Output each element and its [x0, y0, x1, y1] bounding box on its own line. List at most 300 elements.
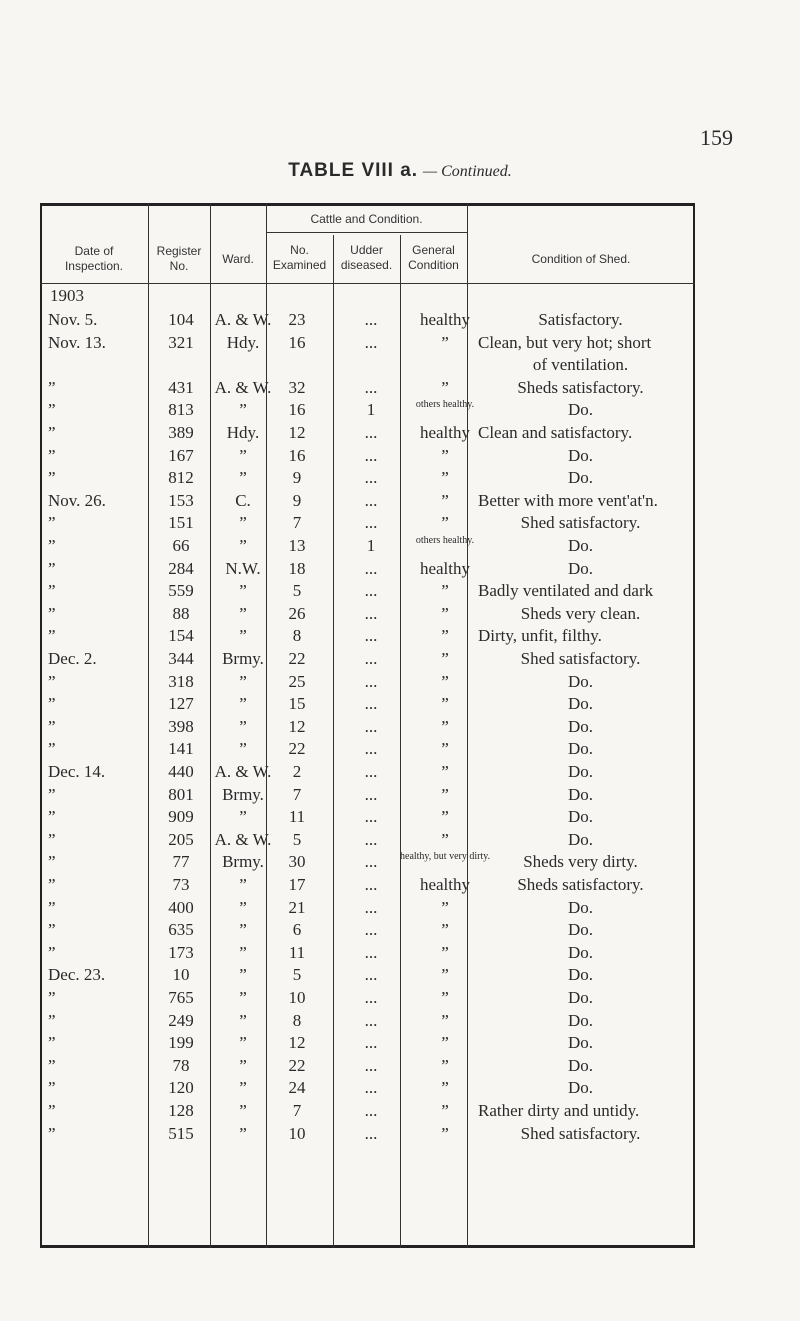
cell-general: ” [441, 377, 449, 397]
cell-ward: ” [239, 875, 247, 894]
cell-shed: Do. [567, 694, 594, 714]
cell-udder: ... [364, 423, 378, 442]
cell-shed: Do. [567, 468, 594, 488]
cell-shed: Clean, but very hot; short [478, 332, 652, 352]
header-ward: Ward. [222, 252, 254, 266]
table-row [0, 762, 800, 784]
cell-register: 813 [168, 400, 194, 420]
cell-shed: Do. [567, 897, 594, 917]
cell-general: ” [441, 965, 449, 985]
cell-ward: ” [239, 626, 247, 646]
cell-shed: Rather dirty and untidy. [478, 1101, 640, 1120]
cell-ward: N.W. [225, 558, 261, 578]
year-label: 1903 [50, 286, 84, 305]
cell-udder: ... [364, 1123, 378, 1143]
cell-date: ” [48, 671, 56, 691]
cell-udder: ... [364, 1010, 378, 1030]
cell-ward: ” [239, 694, 247, 714]
table-row [0, 446, 800, 468]
table-title-main: TABLE VIII a. [288, 160, 419, 181]
cell-general: ” [441, 1123, 449, 1143]
cell-udder: ... [364, 468, 378, 488]
cell-ward: ” [239, 603, 247, 623]
table-row [0, 739, 800, 761]
table-row [0, 785, 800, 807]
cell-date: ” [48, 988, 56, 1007]
cell-shed: Do. [567, 1033, 594, 1053]
cell-udder: ... [364, 1078, 378, 1098]
header-cattle-group: Cattle and Condition. [310, 212, 423, 226]
cell-ward: Brmy. [222, 784, 264, 804]
table-row [0, 355, 800, 377]
table-row [0, 333, 800, 355]
cell-date: ” [48, 581, 56, 601]
cell-date: ” [48, 784, 56, 804]
cell-udder: ... [364, 603, 378, 623]
cell-general: ” [441, 739, 449, 759]
cell-ward: Brmy. [222, 649, 264, 668]
cell-ward: ” [239, 1033, 247, 1053]
cell-examined: 12 [288, 1033, 306, 1053]
table-row [0, 943, 800, 965]
cell-udder: ... [364, 716, 378, 736]
cell-ward: ” [239, 445, 247, 465]
cell-udder: ... [364, 513, 378, 533]
cell-date: ” [48, 1033, 56, 1053]
table-row [0, 672, 800, 694]
cell-register: 400 [168, 897, 194, 917]
cell-date: ” [48, 1010, 56, 1030]
table-row [0, 581, 800, 603]
cell-examined: 25 [288, 671, 306, 691]
cell-register: 104 [168, 310, 194, 329]
cell-register: 199 [168, 1033, 194, 1053]
cell-date: Dec. 2. [48, 649, 97, 668]
cell-date: ” [48, 513, 56, 533]
table-row [0, 423, 800, 445]
cell-general: ” [441, 988, 449, 1007]
cell-shed: Do. [567, 920, 594, 940]
cell-udder: ... [364, 558, 378, 578]
cell-shed: Sheds very clean. [520, 603, 641, 623]
cell-examined: 24 [288, 1078, 306, 1098]
cell-general: ” [441, 1033, 449, 1053]
cell-examined: 22 [288, 739, 306, 759]
cell-date: ” [48, 377, 56, 397]
cell-register: 66 [172, 536, 190, 555]
cell-shed: Do. [567, 965, 594, 985]
cell-examined: 10 [288, 1123, 306, 1143]
cell-examined: 12 [288, 423, 306, 442]
cell-shed: Better with more vent'at'n. [478, 490, 658, 510]
cell-examined: 26 [288, 603, 306, 623]
cell-udder: ... [364, 490, 378, 510]
cell-date: ” [48, 1101, 56, 1120]
cell-general: ” [441, 784, 449, 804]
cell-general: ” [441, 942, 449, 962]
cell-general: healthy [419, 423, 471, 442]
cell-ward: ” [239, 1078, 247, 1098]
cell-register: 167 [168, 445, 194, 465]
cell-register: 515 [168, 1123, 194, 1143]
cell-register: 141 [168, 739, 194, 759]
cell-ward: ” [239, 988, 247, 1007]
cell-examined: 7 [292, 1101, 302, 1120]
table-row [0, 717, 800, 739]
cell-general: ” [441, 490, 449, 510]
header-examined: No. Examined [272, 243, 327, 272]
header-date: Date of Inspection. [64, 244, 124, 273]
cell-date: Dec. 14. [48, 762, 106, 781]
table-row [0, 1101, 800, 1123]
cell-shed: Do. [567, 762, 594, 781]
cell-examined: 15 [288, 694, 306, 714]
cell-register: 77 [172, 852, 190, 872]
table-row [0, 604, 800, 626]
cell-general: ” [441, 445, 449, 465]
header-shed: Condition of Shed. [531, 252, 631, 266]
cell-shed: Shed satisfactory. [520, 649, 641, 668]
cell-general: ” [441, 1101, 449, 1120]
cell-general: ” [441, 920, 449, 940]
cell-shed: Do. [567, 445, 594, 465]
table-row [0, 491, 800, 513]
cell-date: ” [48, 626, 56, 646]
table-row [0, 1011, 800, 1033]
cell-udder: ... [364, 807, 378, 827]
cell-examined: 5 [292, 581, 302, 601]
cell-ward: A. & W. [214, 377, 272, 397]
cell-general: healthy [419, 558, 471, 578]
header-general: General Condition [408, 243, 459, 272]
cell-ward: Brmy. [222, 852, 264, 872]
cell-udder: ... [364, 581, 378, 601]
cell-shed: Do. [567, 536, 594, 555]
cell-examined: 9 [292, 468, 302, 488]
cell-general: ” [441, 1078, 449, 1098]
cell-date: Nov. 5. [48, 310, 98, 329]
cell-date: ” [48, 468, 56, 488]
cell-ward: A. & W. [214, 310, 272, 329]
cell-ward: ” [239, 468, 247, 488]
table-row [0, 649, 800, 671]
cell-date: ” [48, 807, 56, 827]
cell-date: ” [48, 920, 56, 940]
cell-shed: Clean and satisfactory. [478, 423, 633, 442]
cell-shed: Do. [567, 1078, 594, 1098]
cell-register: 78 [172, 1055, 190, 1075]
table-row [0, 1056, 800, 1078]
table-row [0, 965, 800, 987]
cell-ward: ” [239, 942, 247, 962]
table-row [0, 1078, 800, 1100]
table-row [0, 468, 800, 490]
table-row [0, 807, 800, 829]
cell-ward: ” [239, 807, 247, 827]
cell-date: ” [48, 716, 56, 736]
table-row [0, 988, 800, 1010]
cell-udder: ... [364, 852, 378, 872]
cell-register: 318 [168, 671, 194, 691]
cell-general: others healthy. [415, 535, 475, 546]
cell-general: ” [441, 581, 449, 601]
cell-general: ” [441, 468, 449, 488]
cell-shed: Badly ventilated and dark [478, 581, 654, 601]
page-number: 159 [700, 125, 733, 150]
cell-register: 801 [168, 784, 194, 804]
cell-date: ” [48, 423, 56, 442]
cell-date: ” [48, 400, 56, 420]
cell-general: ” [441, 671, 449, 691]
cell-ward: ” [239, 739, 247, 759]
cell-date: ” [48, 829, 56, 849]
cell-shed: Do. [567, 1010, 594, 1030]
header-udder: Udder diseased. [340, 243, 393, 272]
cell-shed: Do. [567, 829, 594, 849]
cell-general: ” [441, 1010, 449, 1030]
cell-ward: C. [235, 490, 251, 510]
cell-register: 88 [172, 603, 190, 623]
cell-register: 635 [168, 920, 194, 940]
cell-register: 127 [168, 694, 194, 714]
cell-ward: ” [239, 1123, 247, 1143]
cell-register: 154 [168, 626, 194, 646]
cell-date: Nov. 13. [48, 332, 106, 352]
cell-ward: ” [239, 965, 247, 985]
cell-udder: ... [364, 671, 378, 691]
cell-ward: ” [239, 716, 247, 736]
cell-ward: ” [239, 920, 247, 940]
cell-general: ” [441, 626, 449, 646]
table-row [0, 378, 800, 400]
cell-udder: ... [364, 920, 378, 940]
cell-shed: Shed satisfactory. [520, 513, 641, 533]
cell-ward: ” [239, 671, 247, 691]
cell-ward: A. & W. [214, 829, 272, 849]
cell-examined: 17 [288, 875, 306, 894]
table-row [0, 898, 800, 920]
cell-register: 73 [172, 875, 190, 894]
cell-examined: 9 [292, 490, 302, 510]
cell-examined: 11 [288, 942, 306, 962]
cell-shed: Do. [567, 807, 594, 827]
cell-ward: Hdy. [226, 423, 260, 442]
cell-examined: 16 [288, 332, 306, 352]
cell-register: 151 [168, 513, 194, 533]
table-title [0, 160, 800, 182]
cell-date: ” [48, 739, 56, 759]
table-row [0, 310, 800, 332]
cell-register: 398 [168, 716, 194, 736]
cell-date: ” [48, 897, 56, 917]
cell-udder: ... [364, 829, 378, 849]
cell-shed: Do. [567, 716, 594, 736]
cell-general: healthy, but very dirty. [400, 851, 491, 863]
cell-examined: 18 [288, 558, 306, 578]
cell-shed: Do. [567, 942, 594, 962]
cell-examined: 2 [292, 762, 302, 781]
cell-register: 440 [168, 762, 194, 781]
cell-shed: Sheds satisfactory. [517, 377, 644, 397]
cell-register: 812 [168, 468, 194, 488]
cell-shed: Do. [567, 1055, 594, 1075]
cell-ward: ” [239, 897, 247, 917]
cell-ward: ” [239, 1101, 247, 1120]
cell-register: 205 [168, 829, 194, 849]
table-row [0, 920, 800, 942]
cell-udder: ... [364, 1033, 378, 1053]
table-row [0, 852, 800, 874]
cell-udder: ... [364, 626, 378, 646]
cell-general: ” [441, 762, 449, 781]
cell-general: ” [441, 807, 449, 827]
cell-examined: 21 [288, 897, 306, 917]
cell-ward: A. & W. [214, 762, 272, 781]
cell-register: 153 [168, 490, 194, 510]
table-row [0, 536, 800, 558]
cell-general: ” [441, 897, 449, 917]
cell-general: healthy [419, 875, 471, 894]
cell-examined: 16 [288, 400, 306, 420]
cell-examined: 5 [292, 829, 302, 849]
cell-date: ” [48, 875, 56, 894]
table-row [0, 400, 800, 422]
cell-general: ” [441, 649, 449, 668]
cell-general: ” [441, 603, 449, 623]
table-row [0, 694, 800, 716]
cell-general: ” [441, 332, 449, 352]
cell-ward: Hdy. [226, 332, 260, 352]
cell-register: 249 [168, 1010, 194, 1030]
cell-ward: ” [239, 581, 247, 601]
cell-register: 909 [168, 807, 194, 827]
cell-register: 431 [168, 377, 194, 397]
cell-udder: ... [364, 694, 378, 714]
cell-date: ” [48, 558, 56, 578]
cell-shed: Do. [567, 739, 594, 759]
cell-udder: ... [364, 310, 378, 329]
cell-date: ” [48, 1123, 56, 1143]
cell-register: 389 [168, 423, 194, 442]
cell-shed: Do. [567, 400, 594, 420]
table-row [0, 875, 800, 897]
cell-udder: ... [364, 649, 378, 668]
cell-examined: 22 [288, 649, 306, 668]
cell-general: others healthy. [415, 399, 475, 411]
cell-ward: ” [239, 1010, 247, 1030]
cell-examined: 7 [292, 513, 302, 533]
cell-shed: Do. [567, 988, 594, 1007]
cell-general: ” [441, 829, 449, 849]
cell-examined: 8 [292, 1010, 302, 1030]
header-register: Register No. [156, 244, 202, 273]
cell-register: 559 [168, 581, 194, 601]
table-title-sub: — Continued. [422, 163, 512, 180]
table-row [0, 559, 800, 581]
cell-ward: ” [239, 1055, 247, 1075]
cell-examined: 7 [292, 784, 302, 804]
header-bottom-rule [40, 283, 695, 284]
cell-register: 765 [168, 988, 194, 1007]
cell-udder: ... [364, 965, 378, 985]
cell-shed: Shed satisfactory. [520, 1123, 641, 1143]
cell-udder: ... [364, 875, 378, 894]
cell-udder: ... [364, 784, 378, 804]
cell-ward: ” [239, 536, 247, 555]
cell-general: ” [441, 1055, 449, 1075]
cell-register: 120 [168, 1078, 194, 1098]
cell-date: ” [48, 942, 56, 962]
cell-udder: ... [364, 445, 378, 465]
cell-shed: Sheds very dirty. [523, 852, 638, 872]
table-row [0, 1033, 800, 1055]
cell-udder: ... [364, 942, 378, 962]
cell-udder: ... [364, 1055, 378, 1075]
cell-shed: of ventilation. [532, 355, 629, 375]
cell-register: 173 [168, 942, 194, 962]
cell-register: 10 [172, 965, 190, 985]
cell-date: Nov. 26. [48, 490, 106, 510]
cell-date: ” [48, 852, 56, 872]
cell-examined: 11 [288, 807, 306, 827]
cell-udder: ... [364, 988, 378, 1007]
cell-examined: 8 [292, 626, 302, 646]
cell-examined: 5 [292, 965, 302, 985]
cell-udder: ... [364, 739, 378, 759]
cell-register: 344 [168, 649, 194, 668]
table-row [0, 513, 800, 535]
cell-date: ” [48, 1055, 56, 1075]
cell-general: ” [441, 513, 449, 533]
cell-udder: ... [364, 762, 378, 781]
cell-date: ” [48, 445, 56, 465]
cell-udder: 1 [366, 400, 376, 420]
cell-examined: 22 [288, 1055, 306, 1075]
cell-examined: 12 [288, 716, 306, 736]
cell-shed: Do. [567, 784, 594, 804]
cell-date: ” [48, 536, 56, 555]
cattle-group-rule [266, 232, 467, 233]
table-row [0, 1124, 800, 1146]
cell-shed: Do. [567, 558, 594, 578]
cell-date: ” [48, 694, 56, 714]
cell-examined: 23 [288, 310, 306, 329]
cell-shed: Sheds satisfactory. [517, 875, 644, 894]
cell-udder: ... [364, 897, 378, 917]
cell-ward: ” [239, 513, 247, 533]
cell-general: ” [441, 716, 449, 736]
cell-shed: Satisfactory. [538, 310, 623, 329]
cell-udder: ... [364, 332, 378, 352]
cell-general: ” [441, 694, 449, 714]
cell-register: 321 [168, 332, 194, 352]
cell-ward: ” [239, 400, 247, 420]
cell-date: ” [48, 1078, 56, 1098]
cell-udder: 1 [366, 536, 376, 555]
cell-general: healthy [419, 310, 471, 329]
cell-date: ” [48, 603, 56, 623]
cell-examined: 13 [288, 536, 306, 555]
cell-examined: 32 [288, 377, 306, 397]
cell-udder: ... [364, 377, 378, 397]
table-row [0, 626, 800, 648]
table-row [0, 830, 800, 852]
cell-shed: Do. [567, 671, 594, 691]
cell-date: Dec. 23. [48, 965, 106, 985]
cell-examined: 30 [288, 852, 306, 872]
cell-udder: ... [364, 1101, 378, 1120]
cell-examined: 6 [292, 920, 302, 940]
